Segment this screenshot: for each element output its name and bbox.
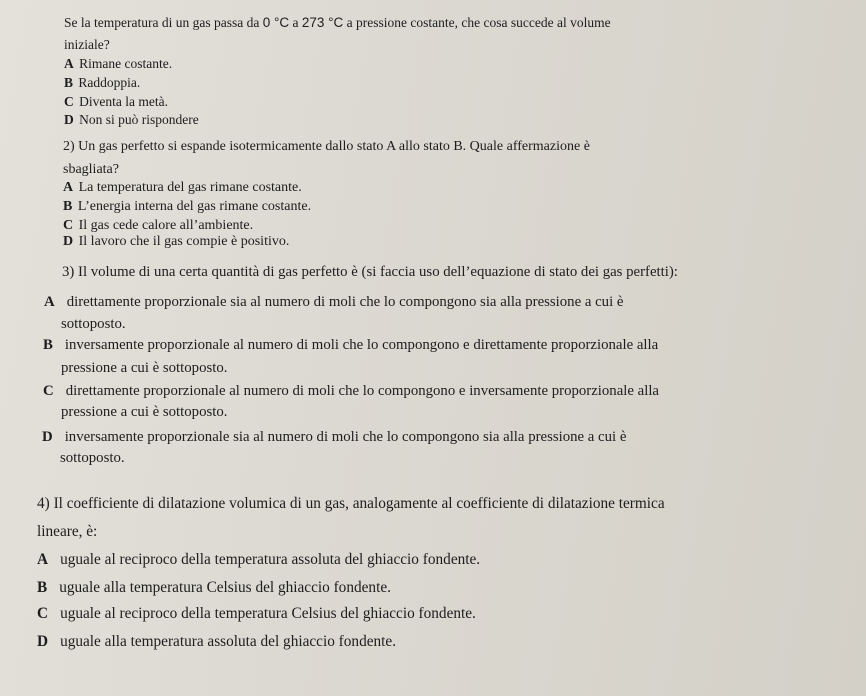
option-text: inversamente proporzionale sia al numero di moli che lo compongono sia alla pressione a cui è [64,429,627,445]
q4-stem-line1: 4) Il coefficiente di dilatazione volumica di un gas, analogamente al coefficiente di dilatazione termica [37,495,665,512]
q1-temp-start: 0 °C [262,15,290,30]
option-text: direttamente proporzionale sia al numero di moli che lo compongono sia alla pressione a cui è [66,294,624,310]
q1-stem-mid: a [289,15,302,30]
q1-stem-line1 [64,16,611,30]
q2-option-b [63,200,311,214]
option-letter: A [64,56,74,71]
q3-option-d-cont: sottoposto. [60,450,125,466]
option-letter: C [43,383,54,399]
option-text: Rimane costante. [79,56,173,71]
q4-option-b [37,580,391,595]
q2-stem-line1: 2) Un gas perfetto si espande isotermicamente dallo stato A allo stato B. Quale affermazione è [63,139,590,154]
q1-temp-end: 273 °C [301,15,344,30]
q3-option-a [44,295,623,310]
q1-stem-pre: Se la temperatura di un gas passa da [64,15,263,30]
option-letter: B [63,199,73,214]
option-letter: D [42,429,53,445]
option-letter: A [37,551,49,568]
q1-option-c [64,95,168,109]
option-letter: A [44,294,55,310]
option-letter: B [37,579,48,596]
option-text: Il lavoro che il gas compie è positivo. [78,234,290,249]
option-text: inversamente proporzionale al numero di moli che lo compongono e direttamente proporzionale alla [64,337,659,353]
option-text: uguale alla temperatura assoluta del ghiaccio fondente. [60,633,397,650]
q3-option-b [43,338,658,353]
option-letter: A [63,180,74,195]
q3-option-d [42,430,626,445]
q4-option-c [37,606,476,621]
q2-option-a [63,181,302,195]
option-text: uguale alla temperatura Celsius del ghiaccio fondente. [59,579,391,596]
q1-option-b [64,76,140,90]
option-letter: B [43,337,53,353]
option-letter: B [64,75,74,90]
q3-option-a-cont: sottoposto. [61,316,126,332]
option-letter: C [64,94,74,109]
option-letter: D [64,112,74,127]
q4-option-d [37,634,396,649]
q1-stem-post: a pressione costante, che cosa succede al volume [343,15,611,30]
option-text: La temperatura del gas rimane costante. [78,180,302,195]
q1-stem-line2: iniziale? [64,37,110,52]
option-letter: C [63,218,74,233]
q3-stem-line1: 3) Il volume di una certa quantità di gas perfetto è (si faccia uso dell’equazione di stato dei gas perfetti): [62,264,678,280]
option-text: uguale al reciproco della temperatura Celsius del ghiaccio fondente. [60,605,476,622]
q2-stem-line2: sbagliata? [63,162,119,177]
option-letter: C [37,605,49,622]
option-text: Il gas cede calore all’ambiente. [78,218,254,233]
q4-stem-line2: lineare, è: [37,523,98,540]
q3-option-b-cont: pressione a cui è sottoposto. [61,360,228,376]
q1-option-d [64,113,199,127]
option-text: direttamente proporzionale al numero di moli che lo compongono e inversamente proporzionale alla [65,383,660,399]
q2-option-d [63,235,289,249]
q1-option-a [64,57,172,71]
option-text: Non si può rispondere [79,112,199,127]
q3-option-c [43,384,659,399]
q2-option-c [63,219,253,233]
q4-option-a [37,552,480,567]
option-letter: D [63,234,74,249]
option-letter: D [37,633,49,650]
option-text: L’energia interna del gas rimane costante. [77,199,312,214]
option-text: Raddoppia. [78,75,141,90]
option-text: uguale al reciproco della temperatura assoluta del ghiaccio fondente. [60,551,481,568]
q3-option-c-cont: pressione a cui è sottoposto. [61,404,228,420]
option-text: Diventa la metà. [79,94,168,109]
